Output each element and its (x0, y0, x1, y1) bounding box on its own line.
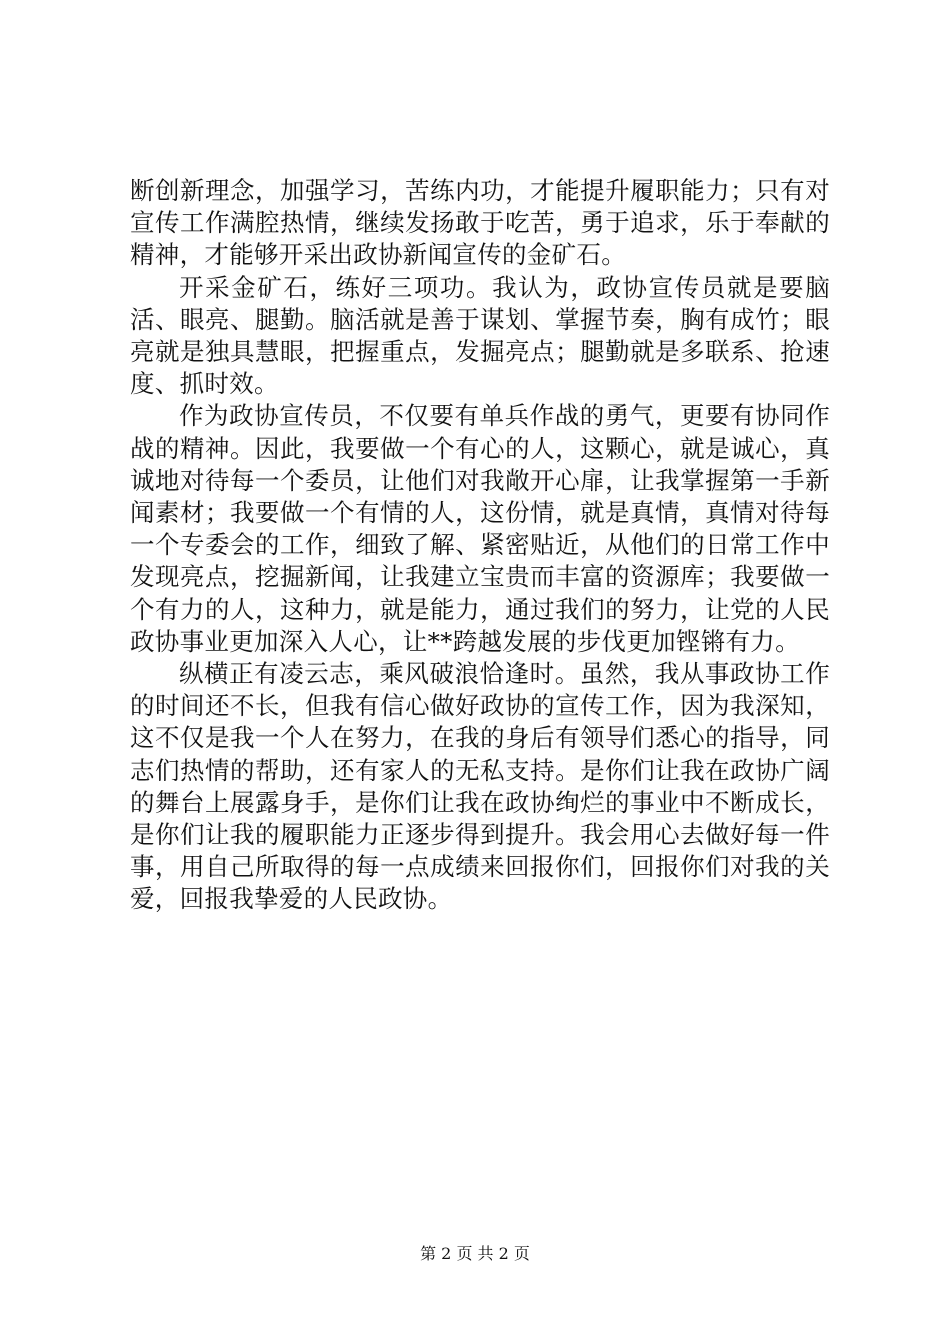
page-footer (0, 1243, 950, 1265)
paragraph-3: 作为政协宣传员，不仅要有单兵作战的勇气，更要有协同作战的精神。因此，我要做一个有心的人，这颗心，就是诚心，真诚地对待每一个委员，让他们对我敞开心扉，让我掌握第一手新闻素材；我要做一个有情的人，这份情，就是真情，真情对待每一个专委会的工作，细致了解、紧密贴近，从他们的日常工作中发现亮点，挖掘新闻，让我建立宝贵而丰富的资源库；我要做一个有力的人，这种力，就是能力，通过我们的努力，让党的人民政协事业更加深入人心，让**跨越发展的步伐更加铿锵有力。 (130, 401, 830, 656)
page-number-label: 第 2 页 共 2 页 (420, 1244, 530, 1263)
paragraph-4: 纵横正有凌云志，乘风破浪恰逢时。虽然，我从事政协工作的时间还不长，但我有信心做好政协的宣传工作，因为我深知，这不仅是我一个人在努力，在我的身后有领导们悉心的指导，同志们热情的帮助，还有家人的无私支持。是你们让我在政协广阔的舞台上展露身手，是你们让我在政协绚烂的事业中不断成长，是你们让我的履职能力正逐步得到提升。我会用心去做好每一件事，用自己所取得的每一点成绩来回报你们，回报你们对我的关爱，回报我挚爱的人民政协。 (130, 659, 830, 914)
paragraph-1: 断创新理念，加强学习，苦练内功，才能提升履职能力；只有对宣传工作满腔热情，继续发扬敢于吃苦，勇于追求，乐于奉献的精神，才能够开采出政协新闻宣传的金矿石。 (130, 176, 830, 270)
document-body (130, 175, 830, 916)
paragraph-2: 开采金矿石，练好三项功。我认为，政协宣传员就是要脑活、眼亮、腿勤。脑活就是善于谋划、掌握节奏，胸有成竹；眼亮就是独具慧眼，把握重点，发掘亮点；腿勤就是多联系、抢速度、抓时效。 (130, 272, 830, 399)
